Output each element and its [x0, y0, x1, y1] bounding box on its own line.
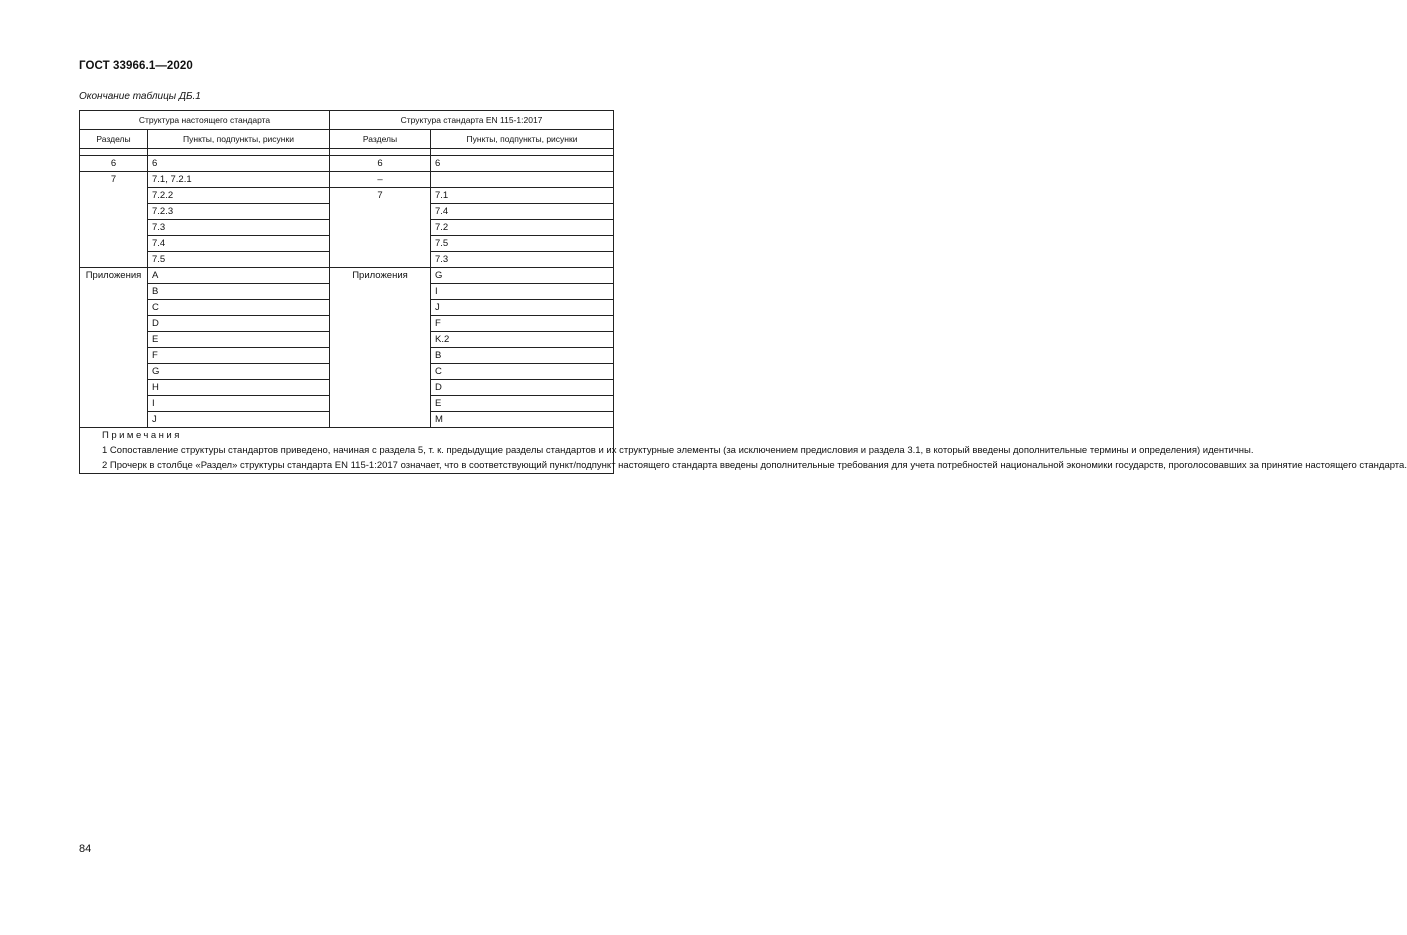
cell-clause-en: 6 — [431, 156, 614, 172]
cell-clause-current: J — [148, 412, 330, 428]
cell-section-current: 7 — [80, 172, 148, 268]
cell-clause-current: 7.2.2 — [148, 188, 330, 204]
cell-clause-en: 7.4 — [431, 204, 614, 220]
sub-header-clauses-en: Пункты, подпункты, рисунки — [431, 130, 614, 149]
cell-clause-current: 7.2.3 — [148, 204, 330, 220]
sub-header-sections-en: Разделы — [330, 130, 431, 149]
structure-comparison-table — [79, 110, 1407, 474]
cell-clause-en: K.2 — [431, 332, 614, 348]
cell-clause-current: D — [148, 316, 330, 332]
page-number: 84 — [79, 843, 92, 855]
note-2: 2 Прочерк в столбце «Раздел» структуры стандарта EN 115-1:2017 означает, что в соответствующий пункт/подпункт настоящего стандарта введены дополнительные требования для учета потребностей национальной экономики государств, проголосовавших за принятие настоящего стандарта. — [102, 460, 1407, 471]
sub-header-clauses-current: Пункты, подпункты, рисунки — [148, 130, 330, 149]
cell-clause-current: C — [148, 300, 330, 316]
cell-clause-current: I — [148, 396, 330, 412]
cell-clause-en: J — [431, 300, 614, 316]
cell-clause-en: E — [431, 396, 614, 412]
cell-clause-en: G — [431, 268, 614, 284]
cell-clause-en: B — [431, 348, 614, 364]
cell-clause-current: A — [148, 268, 330, 284]
spacer-row — [80, 149, 614, 156]
cell-clause-en: F — [431, 316, 614, 332]
cell-clause-current: G — [148, 364, 330, 380]
cell-clause-current: 7.4 — [148, 236, 330, 252]
cell-section-en: Приложения — [330, 268, 431, 428]
table-caption: Окончание таблицы ДБ.1 — [79, 91, 201, 102]
cell-clause-en: M — [431, 412, 614, 428]
sub-header-row — [80, 130, 614, 149]
cell-clause-current: 7.3 — [148, 220, 330, 236]
cell-clause-en: 7.2 — [431, 220, 614, 236]
cell-clause-current: H — [148, 380, 330, 396]
table-row — [80, 268, 614, 284]
notes-title: Примечания — [102, 430, 182, 441]
table-row — [80, 156, 614, 172]
group-header-current: Структура настоящего стандарта — [80, 111, 330, 130]
cell-clause-en: D — [431, 380, 614, 396]
cell-section-en: 7 — [330, 188, 431, 268]
group-header-row — [80, 111, 614, 130]
cell-clause-en: 7.1 — [431, 188, 614, 204]
cell-clause-en — [431, 172, 614, 188]
table-row — [80, 188, 614, 204]
note-1: 1 Сопоставление структуры стандартов приведено, начиная с раздела 5, т. к. предыдущие разделы стандартов и их структурные элементы (за исключением предисловия и раздела 3.1, в который введены дополнительные термины и определения) идентичны. — [102, 445, 1254, 456]
table-row — [80, 172, 614, 188]
cell-section-current: 6 — [80, 156, 148, 172]
cell-clause-current: 6 — [148, 156, 330, 172]
cell-clause-en: C — [431, 364, 614, 380]
document-id: ГОСТ 33966.1—2020 — [79, 60, 193, 72]
cell-clause-current: B — [148, 284, 330, 300]
cell-section-current: Приложения — [80, 268, 148, 428]
sub-header-sections-current: Разделы — [80, 130, 148, 149]
cell-clause-current: 7.1, 7.2.1 — [148, 172, 330, 188]
cell-clause-current: F — [148, 348, 330, 364]
group-header-en: Структура стандарта EN 115-1:2017 — [330, 111, 614, 130]
cell-section-en: 6 — [330, 156, 431, 172]
cell-section-en: – — [330, 172, 431, 188]
notes-row — [80, 428, 614, 474]
cell-clause-en: I — [431, 284, 614, 300]
cell-clause-en: 7.3 — [431, 252, 614, 268]
cell-clause-current: 7.5 — [148, 252, 330, 268]
notes-cell — [80, 428, 1407, 474]
cell-clause-en: 7.5 — [431, 236, 614, 252]
cell-clause-current: E — [148, 332, 330, 348]
